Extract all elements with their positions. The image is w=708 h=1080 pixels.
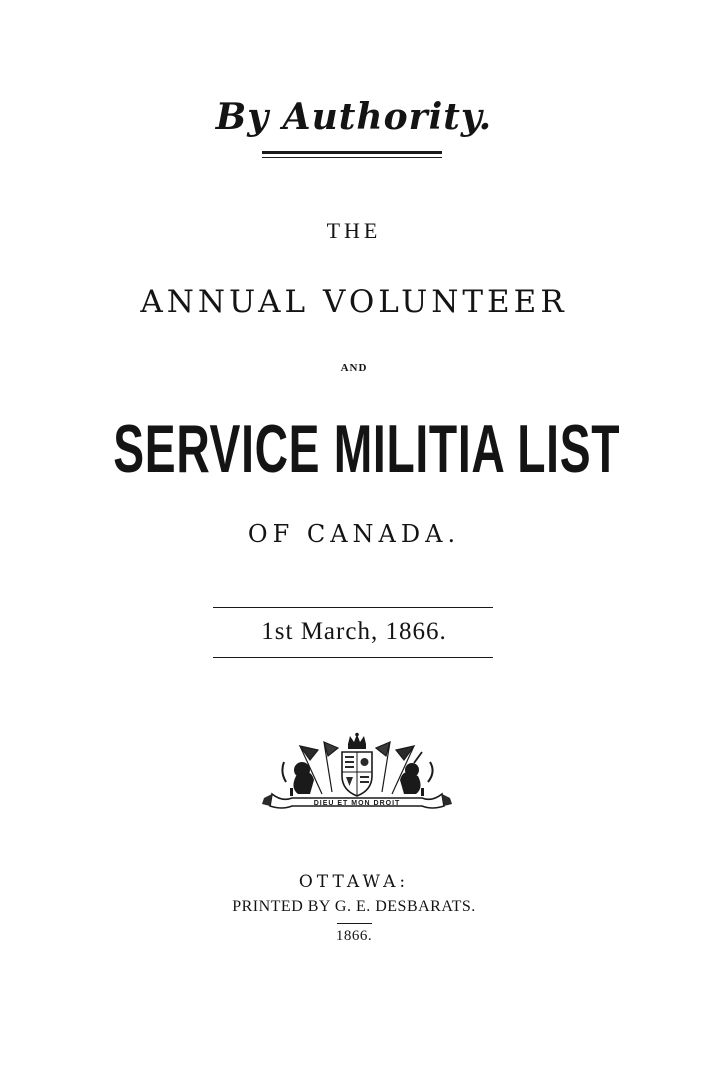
date-bottom-rule <box>213 657 493 658</box>
imprint-year: 1866. <box>335 928 373 944</box>
authority-thin-rule <box>262 157 442 158</box>
title-and: AND <box>340 362 368 374</box>
publication-date: 1st March, 1866. <box>261 618 447 645</box>
motto-text: DIEU ET MON DROIT <box>313 800 401 807</box>
title-service-militia-list: SERVICE MILITIA LIST <box>113 411 621 487</box>
title-the: THE <box>326 218 382 243</box>
imprint-printer: PRINTED BY G. E. DESBARATS. <box>232 898 476 915</box>
imprint-city: OTTAWA: <box>298 872 410 892</box>
date-top-rule <box>213 607 493 608</box>
imprint-year-rule <box>337 923 372 924</box>
royal-coat-of-arms-icon <box>262 732 452 812</box>
authority-thick-rule <box>262 151 442 154</box>
by-authority-heading: By Authority. <box>215 96 493 138</box>
title-annual-volunteer: ANNUAL VOLUNTEER <box>140 284 568 320</box>
title-of-canada: OF CANADA. <box>247 520 461 548</box>
